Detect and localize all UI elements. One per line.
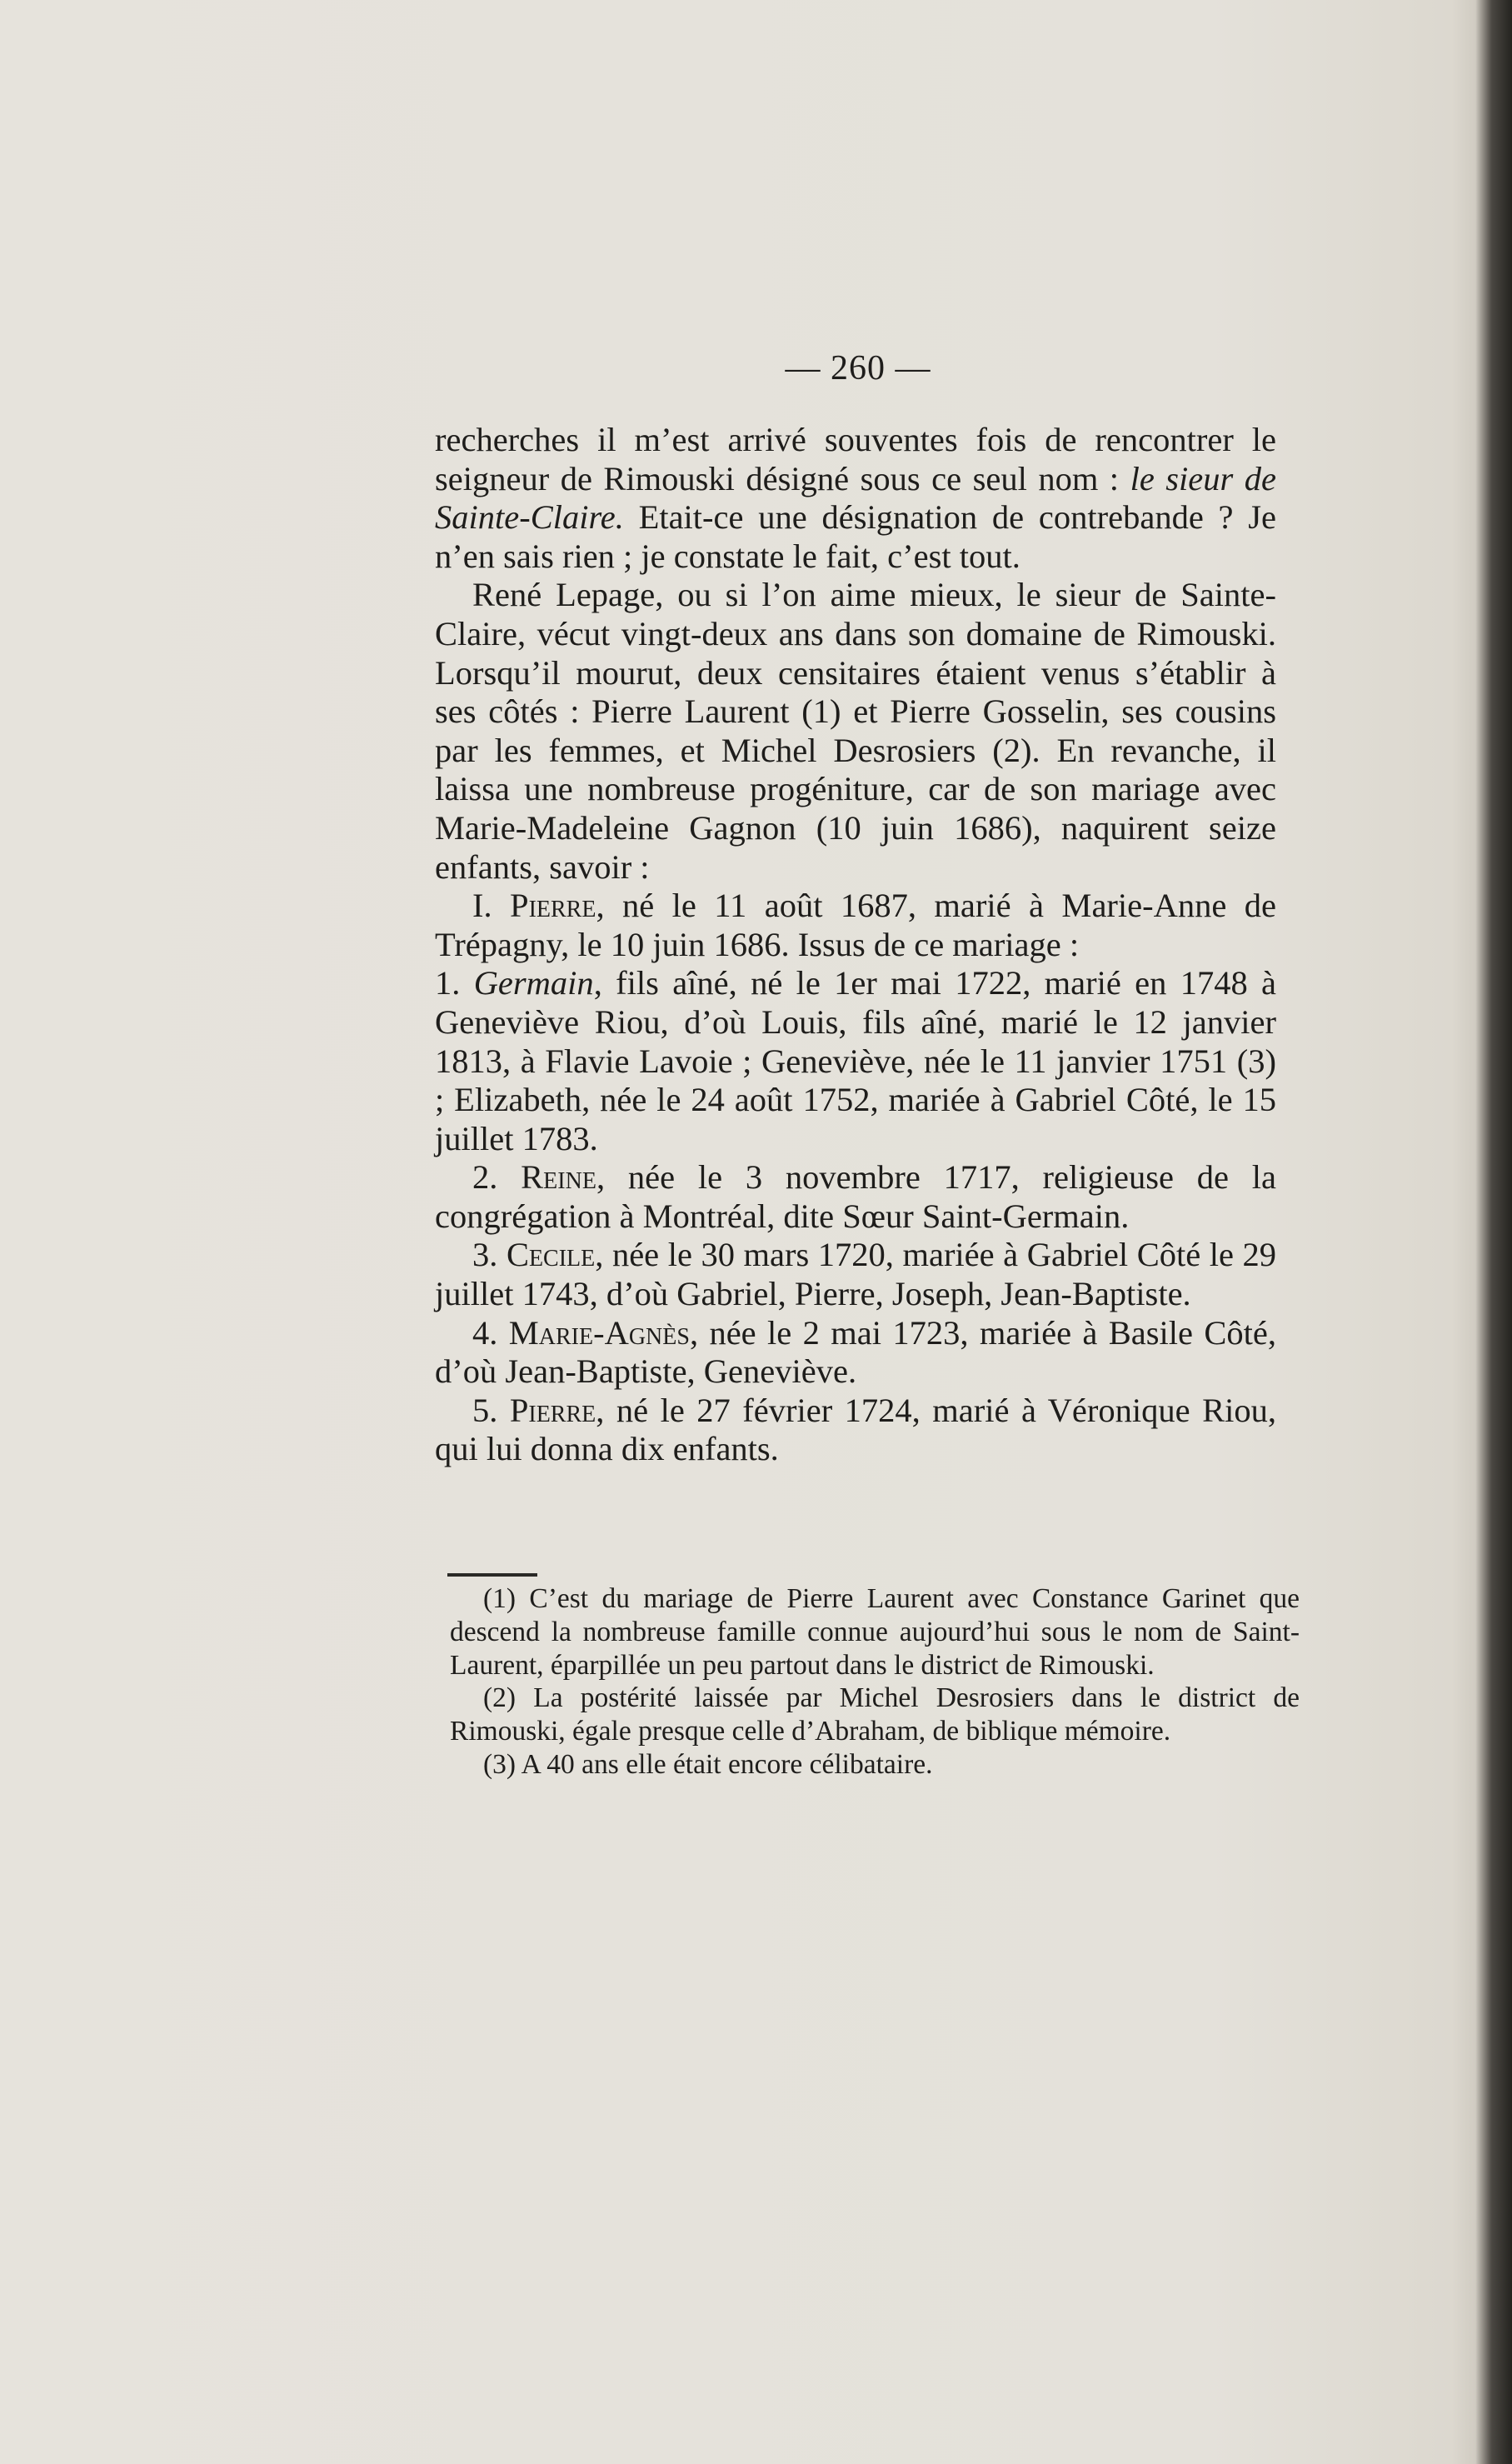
entry-number: 3. xyxy=(472,1236,506,1274)
entry-name: Cecile xyxy=(506,1236,596,1274)
entry-number: 2. xyxy=(472,1158,521,1197)
entry-name: Pierre xyxy=(509,1391,596,1429)
paragraph-1 xyxy=(435,421,1276,576)
entry-text: , fils aîné, né le 1er mai 1722, marié en 1748 à Geneviève Riou, d’où Louis, fils aîné, marié le 12 janvier 1813, à Flavie Lavoie ; Geneviève, née le 11 janvier 1751 (3) ; Elizabeth, née le 24 août 1752, mariée à Gabriel Côté, le 15 juillet 1783. xyxy=(435,964,1276,1157)
paragraph-2: René Lepage, ou si l’on aime mieux, le sieur de Sainte-Claire, vécut vingt-deux ans dans son domaine de Rimouski. Lorsqu’il mourut, deux censitaires étaient venus s’établir à ses côtés : Pierre Laurent (1) et Pierre Gosselin, ses cousins par les femmes, et Michel Desrosiers (2). En revanche, il laissa une nombreuse progéniture, car de son mariage avec Marie-Madeleine Gagnon (10 juin 1686), naquirent seize enfants, savoir : xyxy=(435,576,1276,886)
entry-number: I. xyxy=(472,887,511,925)
paragraph-1-text-b: Etait-ce une désignation de contrebande ? Je n’en sais rien ; je constate le fait, c’est tout. xyxy=(435,498,1276,575)
entry-germain xyxy=(435,964,1276,1158)
paragraph-1-text-a: recherches il m’est arrivé souventes fois de rencontrer le seigneur de Rimouski désigné sous ce seul nom : xyxy=(435,421,1276,497)
entry-number: 5. xyxy=(472,1391,510,1429)
entry-name: Marie-Agnès xyxy=(508,1313,690,1352)
entry-number: 1. xyxy=(435,964,474,1002)
entry-pierre-1687 xyxy=(435,887,1276,964)
entry-name: Pierre xyxy=(510,887,596,925)
footnote-rule xyxy=(447,1573,537,1577)
footnote-3: (3) A 40 ans elle était encore célibataire. xyxy=(483,1748,933,1780)
entry-cecile xyxy=(435,1236,1276,1313)
entry-text: , né le 27 février 1724, marié à Véronique Riou, qui lui donna dix enfants. xyxy=(435,1391,1276,1468)
footnote-2: (2) La postérité laissée par Michel Desrosiers dans le district de Rimouski, égale presque celle d’Abraham, de biblique mémoire. xyxy=(450,1682,1300,1747)
entry-text: , né le 11 août 1687, marié à Marie-Anne de Trépagny, le 10 juin 1686. Issus de ce mariage : xyxy=(435,887,1276,963)
entry-number: 4. xyxy=(472,1313,509,1352)
entry-text: , née le 2 mai 1723, mariée à Basile Côté, d’où Jean-Baptiste, Geneviève. xyxy=(435,1313,1277,1391)
entry-reine xyxy=(435,1158,1276,1236)
footnote-1: (1) C’est du mariage de Pierre Laurent avec Constance Garinet que descend la nombreuse famille connue aujourd’hui sous le nom de Saint-Laurent, éparpillée un peu partout dans le district de Rimouski. xyxy=(450,1583,1300,1681)
page-number: — 260 — xyxy=(785,349,931,387)
entry-pierre-1724 xyxy=(435,1392,1276,1469)
entry-name: Germain xyxy=(473,964,594,1002)
body-text xyxy=(435,421,1276,1469)
entry-marie-agnes xyxy=(435,1314,1276,1392)
entry-name: Reine xyxy=(521,1158,596,1197)
footnotes xyxy=(450,1582,1300,1782)
paragraph-1-italic: le sieur de Sainte-Claire. xyxy=(435,459,1276,537)
entry-text: , née le 30 mars 1720, mariée à Gabriel Côté le 29 juillet 1743, d’où Gabriel, Pierre, Joseph, Jean-Baptiste. xyxy=(435,1236,1277,1313)
entry-text: , née le 3 novembre 1717, religieuse de la congrégation à Montréal, dite Sœur Saint-Germain. xyxy=(435,1158,1276,1235)
